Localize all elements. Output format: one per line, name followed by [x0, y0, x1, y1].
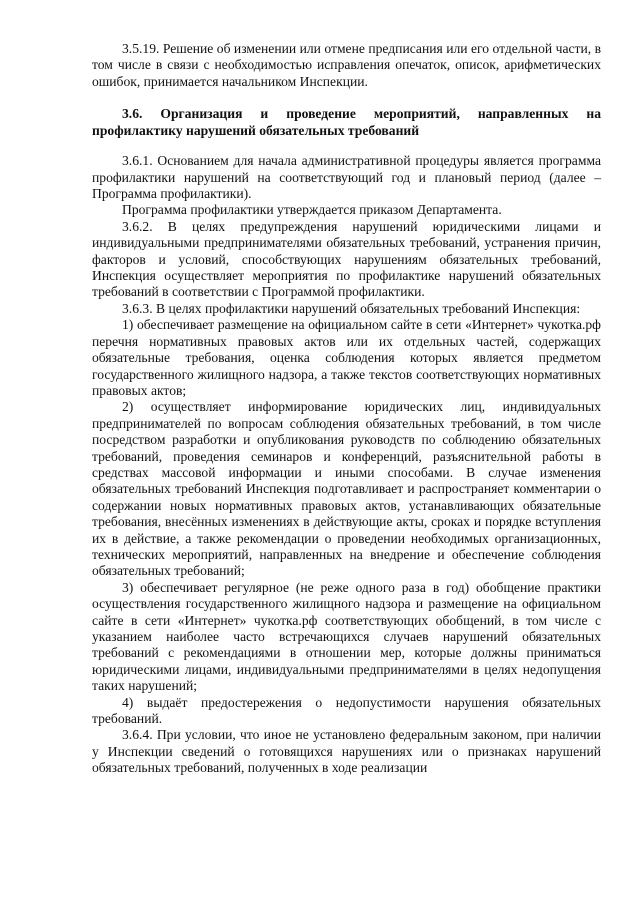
- list-item-4: 4) выдаёт предостережения о недопустимости нарушения обязательных требований.: [92, 694, 601, 727]
- paragraph-3-6-3: 3.6.3. В целях профилактики нарушений обязательных требований Инспекция:: [122, 300, 581, 316]
- paragraph-3-6-4: 3.6.4. При условии, что иное не установлено федеральным законом, при наличии у Инспекции сведений о готовящихся нарушениях или о признаках нарушений обязательных требований, полученных в ходе реализации: [92, 727, 601, 776]
- list-item-2: 2) осуществляет информирование юридических лиц, индивидуальных предпринимателей по вопросам соблюдения обязательных требований, в том числе посредством разработки и опубликования руководств по соблюдению обязательных требований, проведения семинаров и конференций, разъяснительной работы в средствах массовой информации и иными способами. В случае изменения обязательных требований Инспекция подготавливает и распространяет комментарии о содержании новых нормативных правовых актов, устанавливающих обязательные требования, внесённых изменениях в действующие акты, сроках и порядке вступления их в действие, а также рекомендации о проведении необходимых организационных, технических мероприятий, направленных на внедрение и обеспечение соблюдения обязательных требований;: [92, 399, 601, 579]
- paragraph-program-approval: Программа профилактики утверждается приказом Департамента.: [122, 202, 502, 218]
- document-page: [92, 41, 601, 777]
- paragraph-3-5-19: 3.5.19. Решение об изменении или отмене предписания или его отдельной части, в том числе в связи с необходимостью исправления опечаток, описок, арифметических ошибок, принимается начальником Инспекции.: [92, 41, 601, 89]
- paragraph-3-6-2: 3.6.2. В целях предупреждения нарушений юридическими лицами и индивидуальными предпринимателями обязательных требований, устранения причин, факторов и условий, способствующих нарушениям обязательных требований, Инспекция осуществляет мероприятия по профилактике нарушений обязательных требований в соответствии с Программой профилактики.: [92, 218, 601, 300]
- list-item-3: 3) обеспечивает регулярное (не реже одного раза в год) обобщение практики осуществления государственного жилищного надзора и размещение на официальном сайте в сети «Интернет» чукотка.рф соответствующих обобщений, в том числе с указанием наиболее часто встречающихся случаев нарушений обязательных требований с рекомендациями в отношении мер, которые должны приниматься юридическими лицами, индивидуальными предпринимателями в целях недопущения таких нарушений;: [92, 579, 601, 694]
- section-heading-3-6: 3.6. Организация и проведение мероприятий, направленных на профилактику нарушений обязательных требований: [92, 106, 601, 139]
- paragraph-3-6-1: 3.6.1. Основанием для начала административной процедуры является программа профилактики нарушений на соответствующий год и плановый период (далее – Программа профилактики).: [92, 153, 601, 202]
- list-item-1: 1) обеспечивает размещение на официальном сайте в сети «Интернет» чукотка.рф перечня нормативных правовых актов или их отдельных частей, содержащих обязательные требования, оценка соблюдения которых является предметом государственного жилищного надзора, а также текстов соответствующих нормативных правовых актов;: [92, 317, 601, 398]
